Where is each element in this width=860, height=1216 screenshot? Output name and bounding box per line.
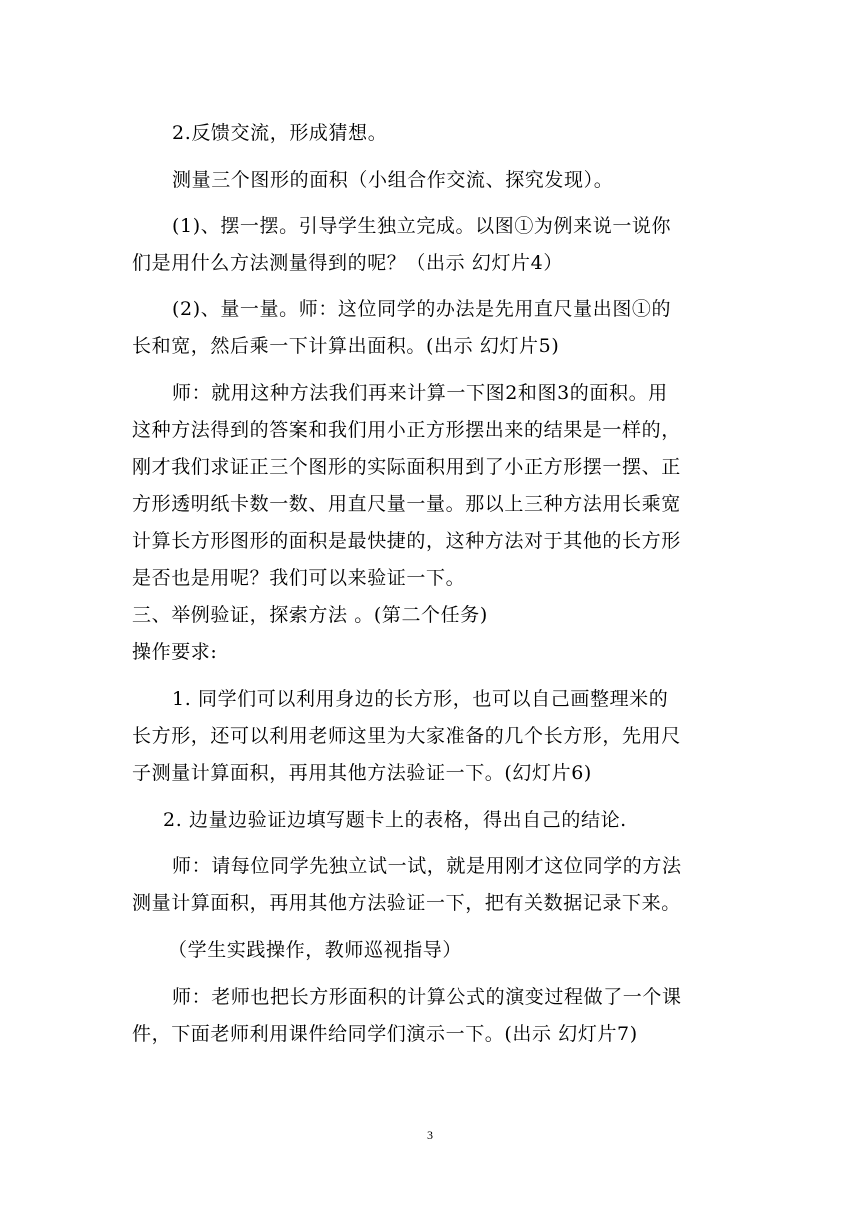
section-heading: 三、举例验证，探索方法 。(第二个任务) (132, 604, 488, 626)
paragraph-line: 们是用什么方法测量得到的呢？（出示 幻灯片4） (132, 252, 563, 274)
paragraph-line: 师：请每位同学先独立试一试，就是用刚才这位同学的方法 (172, 855, 682, 877)
paragraph-line: 子测量计算面积，再用其他方法验证一下。(幻灯片6) (132, 762, 592, 784)
paragraph-line: 2.反馈交流，形成猜想。 (172, 122, 388, 144)
paragraph-line: 长方形，还可以利用老师这里为大家准备的几个长方形，先用尺 (132, 725, 681, 747)
paragraph-line: 是否也是用呢？我们可以来验证一下。 (132, 567, 466, 589)
paragraph-line: 测量三个图形的面积（小组合作交流、探究发现）。 (172, 169, 614, 191)
paragraph-line: 长和宽，然后乘一下计算出面积。(出示 幻灯片5) (132, 335, 560, 357)
paragraph-line: 测量计算面积，再用其他方法验证一下，把有关数据记录下来。 (132, 892, 681, 914)
paragraph-line: (1)、摆一摆。引导学生独立完成。以图①为例来说一说你 (172, 215, 672, 237)
paragraph-line: 方形透明纸卡数一数、用直尺量一量。那以上三种方法用长乘宽 (132, 493, 681, 515)
page-number: 3 (427, 1128, 433, 1142)
paragraph-line: 师：老师也把长方形面积的计算公式的演变过程做了一个课 (172, 986, 682, 1008)
paragraph-line: 计算长方形图形的面积是最快捷的，这种方法对于其他的长方形 (132, 530, 681, 552)
paragraph-line: 操作要求: (132, 641, 218, 663)
paragraph-line: 件，下面老师利用课件给同学们演示一下。(出示 幻灯片7) (132, 1023, 638, 1045)
paragraph-line: 1. 同学们可以利用身边的长方形，也可以自己画整理米的 (172, 688, 669, 710)
paragraph-line: (2)、量一量。师：这位同学的办法是先用直尺量出图①的 (172, 298, 672, 320)
paragraph-line: 这种方法得到的答案和我们用小正方形摆出来的结果是一样的， (132, 419, 681, 441)
paragraph-line: 刚才我们求证正三个图形的实际面积用到了小正方形摆一摆、正 (132, 456, 681, 478)
paragraph-line: 2. 边量边验证边填写题卡上的表格，得出自己的结论. (163, 809, 627, 831)
paragraph-line: 师：就用这种方法我们再来计算一下图2和图3的面积。用 (172, 382, 668, 404)
paragraph-line: （学生实践操作，教师巡视指导） (168, 939, 463, 961)
